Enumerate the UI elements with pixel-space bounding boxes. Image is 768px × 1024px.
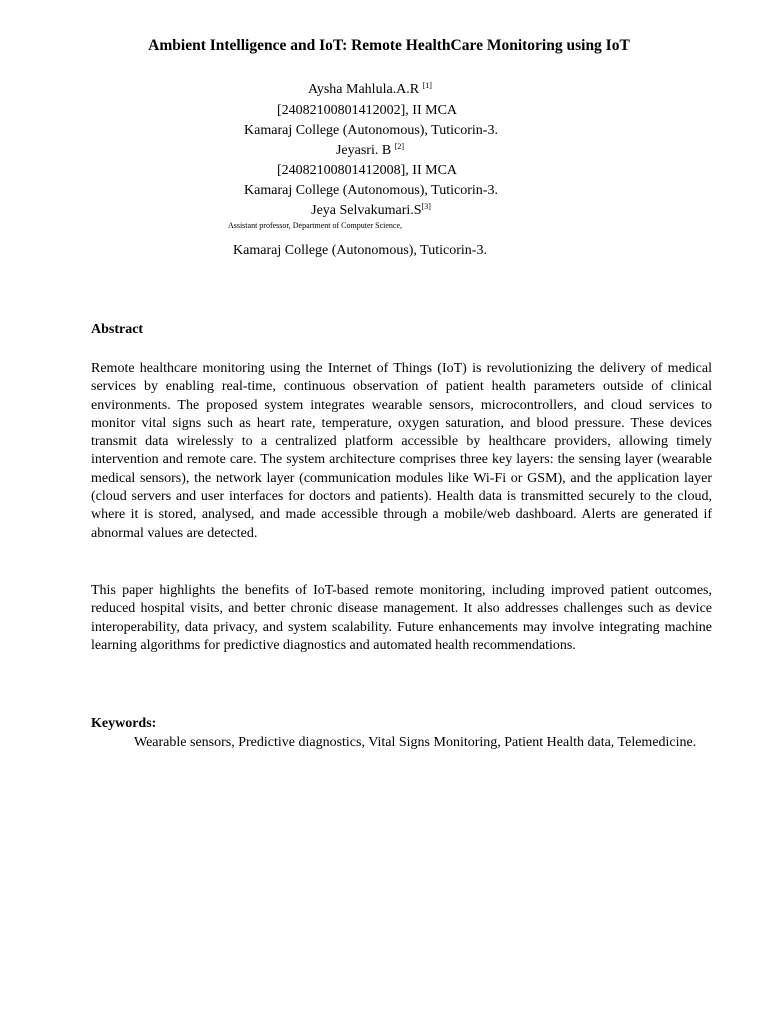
author-2-name: Jeyasri. B xyxy=(335,143,392,158)
author-1-ref: [1] xyxy=(422,81,432,90)
author-3-name-line xyxy=(1,202,741,219)
author-1-name-line xyxy=(0,81,740,98)
keywords-heading: Keywords: xyxy=(91,716,157,731)
author-3-role: Assistant professor, Department of Computer Science, xyxy=(227,221,403,230)
author-1-id: [24082100801412002], II MCA xyxy=(276,103,458,118)
author-2-id: [24082100801412008], II MCA xyxy=(276,163,458,178)
abstract-heading: Abstract xyxy=(91,322,144,337)
author-2-name-line xyxy=(0,142,740,159)
author-1-affiliation: Kamaraj College (Autonomous), Tuticorin-3. xyxy=(244,123,498,138)
paper-title: Ambient Intelligence and IoT: Remote HealthCare Monitoring using IoT xyxy=(148,37,630,54)
abstract-paragraph-1: Remote healthcare monitoring using the Internet of Things (IoT) is revolutionizing the delivery of medical services by enabling real-time, continuous observation of patient health parameters outside of clinical environments. The proposed system integrates wearable sensors, microcontrollers, and cloud services to monitor vital signs such as heart rate, temperature, oxygen saturation, and blood pressure. These devices transmit data wirelessly to a centralized platform accessible by healthcare providers, allowing timely intervention and remote care. The system architecture comprises three key layers: the sensing layer (wearable medical sensors), the network layer (communication modules like Wi-Fi or GSM), and the application layer (cloud servers and user interfaces for doctors and patients). Health data is transmitted securely to the cloud, where it is stored, analysed, and made accessible through a mobile/web dashboard. Alerts are generated if abnormal values are detected. xyxy=(91,361,712,541)
abstract-paragraph-2: This paper highlights the benefits of IoT-based remote monitoring, including improved patient outcomes, reduced hospital visits, and better chronic disease management. It also addresses challenges such as device interoperability, data privacy, and system scalability. Future enhancements may involve integrating machine learning algorithms for predictive diagnostics and automated health recommendations. xyxy=(91,583,712,653)
author-2-ref: [2] xyxy=(394,142,405,151)
author-2-affiliation: Kamaraj College (Autonomous), Tuticorin-3. xyxy=(244,183,498,198)
author-3-affiliation: Kamaraj College (Autonomous), Tuticorin-3. xyxy=(233,243,487,258)
keywords-text: Wearable sensors, Predictive diagnostics, Vital Signs Monitoring, Patient Health data, Telemedicine. xyxy=(134,735,697,750)
author-1-name: Aysha Mahlula.A.R xyxy=(308,82,420,97)
author-3-ref: [3] xyxy=(421,202,431,211)
author-3-name: Jeya Selvakumari.S xyxy=(311,203,422,218)
